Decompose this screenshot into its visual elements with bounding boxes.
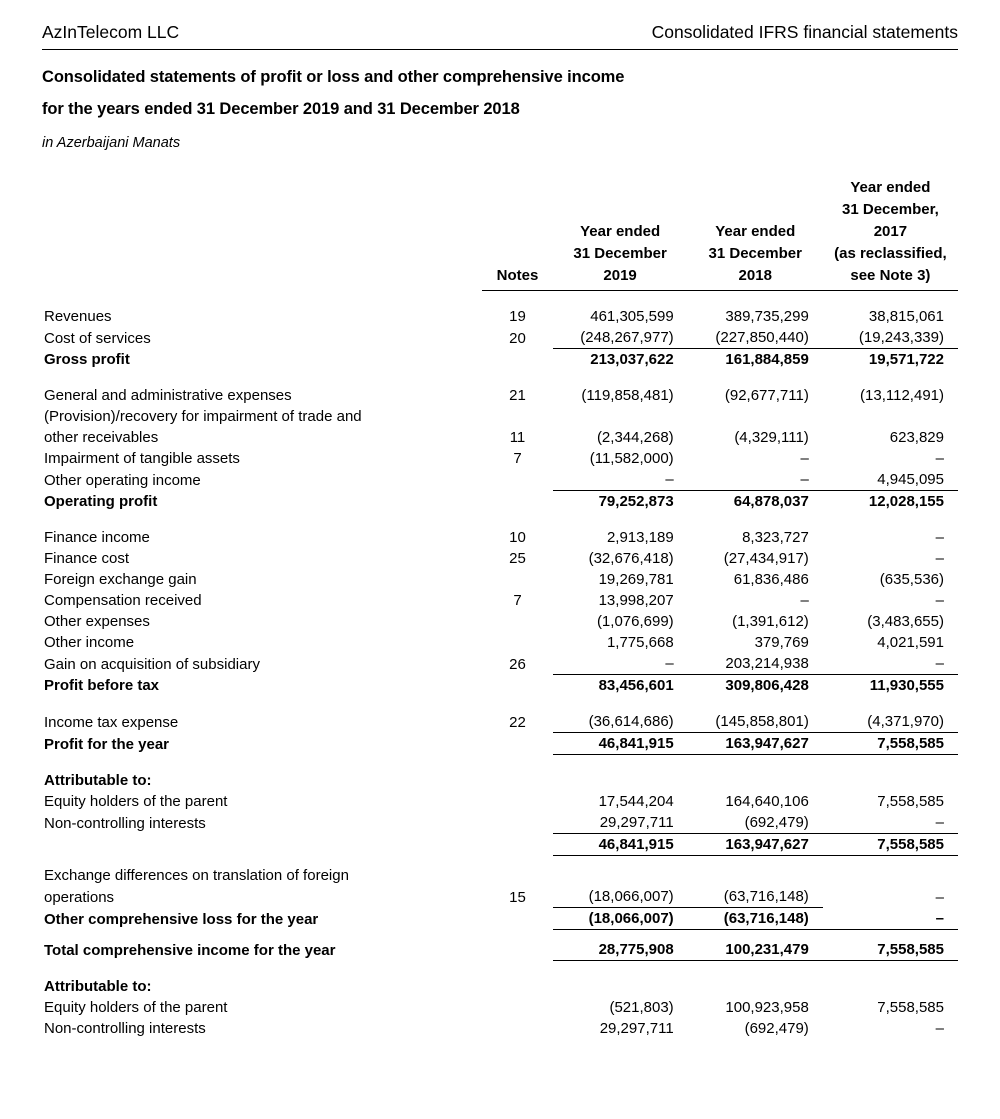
- table-header-row: [42, 266, 958, 288]
- row-value-2017: [823, 976, 958, 997]
- table-row-total: [42, 675, 958, 697]
- row-value-2018: 64,878,037: [733, 493, 809, 510]
- header-col-2018-l0: [688, 178, 823, 200]
- row-value-2017: (4,371,970): [823, 711, 958, 733]
- table-row-total: [42, 834, 958, 856]
- row-label: Other expenses: [44, 613, 150, 630]
- row-value-2017: [823, 406, 958, 427]
- row-label: Gross profit: [44, 351, 130, 368]
- row-value-2018: 203,214,938: [688, 653, 823, 675]
- table-row-subheading: [42, 770, 958, 791]
- row-value-2017: –: [823, 812, 958, 834]
- row-value-2018: (692,479): [744, 1020, 809, 1037]
- spacer-row: [42, 512, 958, 527]
- spacer-row: [42, 370, 958, 385]
- row-value-2018: (4,329,111): [734, 429, 809, 446]
- row-value-2018: 389,735,299: [725, 308, 809, 325]
- row-value-2019: [553, 770, 688, 791]
- row-value-2017: (13,112,491): [860, 387, 944, 404]
- spacer-cell: [42, 856, 958, 866]
- row-label: Other operating income: [44, 471, 201, 489]
- row-note: [482, 865, 552, 886]
- row-note: 19: [509, 308, 526, 325]
- row-value-2019: 28,775,908: [553, 939, 688, 961]
- row-value-2018: [688, 406, 823, 427]
- table-row: [42, 611, 958, 632]
- row-note: [482, 349, 552, 371]
- row-value-2019: (11,582,000): [589, 450, 674, 467]
- row-value-2017: 7,558,585: [877, 793, 944, 810]
- table-row: [42, 327, 958, 349]
- row-label: operations: [44, 888, 115, 906]
- row-note: 25: [509, 550, 526, 567]
- row-value-2019: (36,614,686): [553, 711, 688, 733]
- row-value-2018: 61,836,486: [733, 571, 809, 588]
- header-col-2019-l0: [553, 178, 688, 200]
- row-note: 7: [513, 592, 522, 609]
- spacer-cell: [42, 696, 958, 711]
- row-note: [482, 834, 552, 856]
- row-value-2017: 4,945,095: [823, 469, 958, 491]
- row-value-2018: 379,769: [754, 634, 809, 651]
- table-row: [42, 569, 958, 590]
- row-label: Exchange differences on translation of foreign: [44, 867, 349, 884]
- row-note: [482, 976, 552, 997]
- header-blank: [42, 222, 482, 244]
- header-notes-spacer: [482, 178, 552, 200]
- row-value-2017: –: [935, 592, 944, 609]
- row-value-2017: –: [935, 550, 944, 567]
- row-note: 11: [509, 429, 526, 446]
- row-value-2018: 161,884,859: [725, 351, 809, 368]
- row-value-2017: [823, 865, 958, 886]
- row-label: [42, 834, 482, 856]
- table-header-row: [42, 178, 958, 200]
- row-value-2018: [688, 770, 823, 791]
- header-blank: [42, 266, 482, 288]
- row-label: other receivables: [44, 429, 159, 446]
- row-value-2019: [553, 865, 688, 886]
- row-value-2019: 17,544,204: [598, 793, 674, 810]
- row-value-2017: 38,815,061: [868, 308, 944, 325]
- spacer-cell: [42, 291, 958, 307]
- spacer-row: [42, 856, 958, 866]
- header-col-2019-l0b: [553, 200, 688, 222]
- row-value-2017: (3,483,655): [867, 613, 944, 630]
- spacer-cell: [42, 961, 958, 977]
- table-row: [42, 997, 958, 1018]
- row-note: [482, 997, 552, 1018]
- row-value-2017: 7,558,585: [823, 733, 958, 755]
- row-value-2019: 461,305,599: [590, 308, 674, 325]
- row-value-2018: 100,231,479: [688, 939, 823, 961]
- row-value-2018: (63,716,148): [688, 908, 823, 930]
- row-note: [482, 939, 552, 961]
- row-label: Equity holders of the parent: [44, 793, 228, 810]
- table-header-row: [42, 200, 958, 222]
- row-value-2019: (18,066,007): [553, 908, 688, 930]
- header-blank: [42, 178, 482, 200]
- spacer-row: [42, 291, 958, 307]
- row-value-2019: 29,297,711: [553, 812, 688, 834]
- row-value-2019: (1,076,699): [596, 613, 674, 630]
- row-note: [482, 733, 552, 755]
- table-row: [42, 406, 958, 427]
- row-value-2017: 7,558,585: [823, 939, 958, 961]
- spacer-cell: [42, 930, 958, 940]
- row-value-2019: 1,775,668: [606, 634, 674, 651]
- row-value-2017: [823, 770, 958, 791]
- row-label: Profit for the year: [44, 735, 170, 753]
- financial-statement-table: [42, 178, 958, 1039]
- row-note: 21: [509, 387, 526, 404]
- row-label: Non-controlling interests: [44, 1020, 206, 1037]
- header-document-type: Consolidated IFRS financial statements: [651, 22, 958, 42]
- row-value-2017: 11,930,555: [869, 677, 944, 694]
- table-row-total: [42, 491, 958, 513]
- header-col-2017-l1: Year ended: [850, 179, 931, 196]
- table-header-row: [42, 222, 958, 244]
- row-value-2018: 163,947,627: [688, 733, 823, 755]
- row-value-2019: (18,066,007): [553, 886, 688, 908]
- table-row: [42, 653, 958, 675]
- table-row: [42, 548, 958, 569]
- table-row-subheading: [42, 976, 958, 997]
- row-value-2017: 623,829: [889, 429, 944, 446]
- header-col-2018-l3: 2018: [738, 267, 772, 284]
- row-value-2017: –: [823, 653, 958, 675]
- row-note: [482, 469, 552, 491]
- row-value-2019: 46,841,915: [553, 733, 688, 755]
- row-value-2019: [553, 406, 688, 427]
- header-company-name: AzInTelecom LLC: [42, 22, 180, 42]
- row-value-2018: [688, 865, 823, 886]
- table-row-total: [42, 733, 958, 755]
- spacer-row: [42, 755, 958, 771]
- header-col-2019-l3: 2019: [603, 267, 637, 284]
- header-col-2017-l4: (as reclassified,: [834, 245, 947, 262]
- row-note: [482, 406, 552, 427]
- row-value-2019: 83,456,601: [598, 677, 674, 694]
- table-row: [42, 385, 958, 406]
- row-value-2019: [553, 976, 688, 997]
- row-value-2018: 8,323,727: [742, 529, 809, 546]
- spacer-row: [42, 696, 958, 711]
- table-row: [42, 590, 958, 611]
- header-col-2019-l2: 31 December: [573, 245, 667, 262]
- row-value-2018: –: [800, 450, 809, 467]
- row-value-2017: –: [935, 529, 944, 546]
- row-label: Compensation received: [44, 592, 202, 609]
- row-label: Finance income: [44, 529, 150, 546]
- row-value-2018: (27,434,917): [723, 550, 809, 567]
- table-row: [42, 469, 958, 491]
- header-notes-spacer: [482, 222, 552, 244]
- row-value-2018: –: [800, 592, 809, 609]
- header-notes: Notes: [496, 267, 539, 284]
- table-row: [42, 527, 958, 548]
- table-row: [42, 791, 958, 812]
- table-header-row: [42, 244, 958, 266]
- row-value-2019: 2,913,189: [606, 529, 674, 546]
- row-label: Total comprehensive income for the year: [44, 941, 336, 959]
- row-value-2019: 79,252,873: [598, 493, 674, 510]
- row-value-2018: (227,850,440): [688, 327, 823, 349]
- row-value-2019: 46,841,915: [553, 834, 688, 856]
- row-value-2019: (521,803): [609, 999, 674, 1016]
- row-label: Cost of services: [44, 329, 151, 347]
- spacer-row: [42, 930, 958, 940]
- row-note: [482, 791, 552, 812]
- spacer-cell: [42, 755, 958, 771]
- header-col-2018-l1: Year ended: [715, 223, 796, 240]
- row-note: [482, 675, 552, 697]
- row-value-2019: –: [553, 469, 688, 491]
- header-col-2017-l3: 2017: [873, 223, 908, 240]
- row-value-2018: 100,923,958: [725, 999, 809, 1016]
- row-value-2019: (32,676,418): [588, 550, 674, 567]
- row-label: Non-controlling interests: [44, 814, 206, 832]
- row-value-2017: 19,571,722: [868, 351, 944, 368]
- currency-note: in Azerbaijani Manats: [42, 135, 181, 151]
- row-label: Foreign exchange gain: [44, 571, 197, 588]
- spacer-row: [42, 961, 958, 977]
- row-value-2018: 309,806,428: [725, 677, 809, 694]
- table-row: [42, 632, 958, 653]
- row-label: Attributable to:: [44, 772, 152, 789]
- header-col-2017-l5: see Note 3): [850, 267, 931, 284]
- row-label: Revenues: [44, 308, 112, 325]
- row-note: 20: [509, 329, 526, 347]
- table-row: [42, 448, 958, 469]
- row-value-2019: –: [553, 653, 688, 675]
- row-note: [482, 770, 552, 791]
- row-value-2017: –: [935, 450, 944, 467]
- row-value-2017: –: [935, 888, 944, 906]
- row-value-2019: 19,269,781: [598, 571, 674, 588]
- table-row-total: [42, 349, 958, 371]
- row-label: Operating profit: [44, 493, 158, 510]
- row-value-2018: (1,391,612): [732, 613, 809, 630]
- row-value-2017: 4,021,591: [877, 634, 944, 651]
- row-note: [482, 1018, 552, 1039]
- row-label: Gain on acquisition of subsidiary: [44, 655, 260, 673]
- row-note: 15: [509, 888, 526, 906]
- row-value-2018: (692,479): [688, 812, 823, 834]
- row-label: Other income: [44, 634, 135, 651]
- table-row-total: [42, 939, 958, 961]
- row-note: 7: [513, 450, 522, 467]
- row-label: Impairment of tangible assets: [44, 450, 240, 467]
- page-header: [42, 22, 958, 50]
- title-block: [42, 60, 958, 151]
- row-label: Finance cost: [44, 550, 130, 567]
- row-note: [482, 611, 552, 632]
- row-label: (Provision)/recovery for impairment of trade and: [44, 408, 362, 425]
- row-value-2017: 12,028,155: [868, 493, 944, 510]
- row-label: Income tax expense: [44, 713, 179, 731]
- row-value-2018: (92,677,711): [724, 387, 809, 404]
- row-value-2017: 7,558,585: [823, 834, 958, 856]
- row-label: Equity holders of the parent: [44, 999, 228, 1016]
- header-col-2017-l2: 31 December,: [842, 201, 939, 218]
- row-note: [482, 632, 552, 653]
- row-value-2019: (2,344,268): [596, 429, 674, 446]
- page-title: Consolidated statements of profit or loss and other comprehensive income: [42, 68, 625, 86]
- table-row: [42, 865, 958, 886]
- table-row: [42, 306, 958, 327]
- row-label: Attributable to:: [44, 978, 152, 995]
- row-value-2018: [688, 976, 823, 997]
- row-note: 22: [509, 713, 526, 731]
- row-value-2019: 29,297,711: [599, 1020, 674, 1037]
- row-value-2018: 164,640,106: [725, 793, 809, 810]
- header-col-2018-l0b: [688, 200, 823, 222]
- header-notes-spacer: [482, 200, 552, 222]
- table-row: [42, 1018, 958, 1039]
- row-note: [482, 908, 552, 930]
- row-value-2017: (635,536): [879, 571, 944, 588]
- row-note: [482, 491, 552, 513]
- row-value-2017: –: [935, 1020, 944, 1037]
- table-row: [42, 427, 958, 448]
- row-value-2017: –: [823, 908, 958, 930]
- header-blank: [42, 200, 482, 222]
- row-label: Profit before tax: [44, 677, 160, 694]
- table-row: [42, 711, 958, 733]
- header-blank: [42, 244, 482, 266]
- row-value-2017: 7,558,585: [877, 999, 944, 1016]
- header-notes-spacer: [482, 244, 552, 266]
- row-value-2019: (248,267,977): [553, 327, 688, 349]
- row-value-2017: (19,243,339): [823, 327, 958, 349]
- row-note: 10: [509, 529, 526, 546]
- header-col-2018-l2: 31 December: [708, 245, 802, 262]
- spacer-cell: [42, 370, 958, 385]
- row-note: [482, 569, 552, 590]
- table-row: [42, 886, 958, 908]
- row-value-2018: 163,947,627: [688, 834, 823, 856]
- row-value-2018: (145,858,801): [688, 711, 823, 733]
- spacer-cell: [42, 512, 958, 527]
- row-label: General and administrative expenses: [44, 387, 292, 404]
- page-subtitle: for the years ended 31 December 2019 and 31 December 2018: [42, 100, 520, 118]
- row-note: 26: [509, 655, 526, 673]
- row-value-2019: (119,858,481): [581, 387, 674, 404]
- row-value-2018: –: [688, 469, 823, 491]
- row-value-2019: 13,998,207: [598, 592, 674, 609]
- row-value-2019: 213,037,622: [590, 351, 674, 368]
- table-row-total: [42, 908, 958, 930]
- row-note: [482, 812, 552, 834]
- row-label: Other comprehensive loss for the year: [44, 910, 319, 928]
- row-value-2018: (63,716,148): [688, 886, 823, 908]
- header-col-2019-l1: Year ended: [580, 223, 661, 240]
- table-row: [42, 812, 958, 834]
